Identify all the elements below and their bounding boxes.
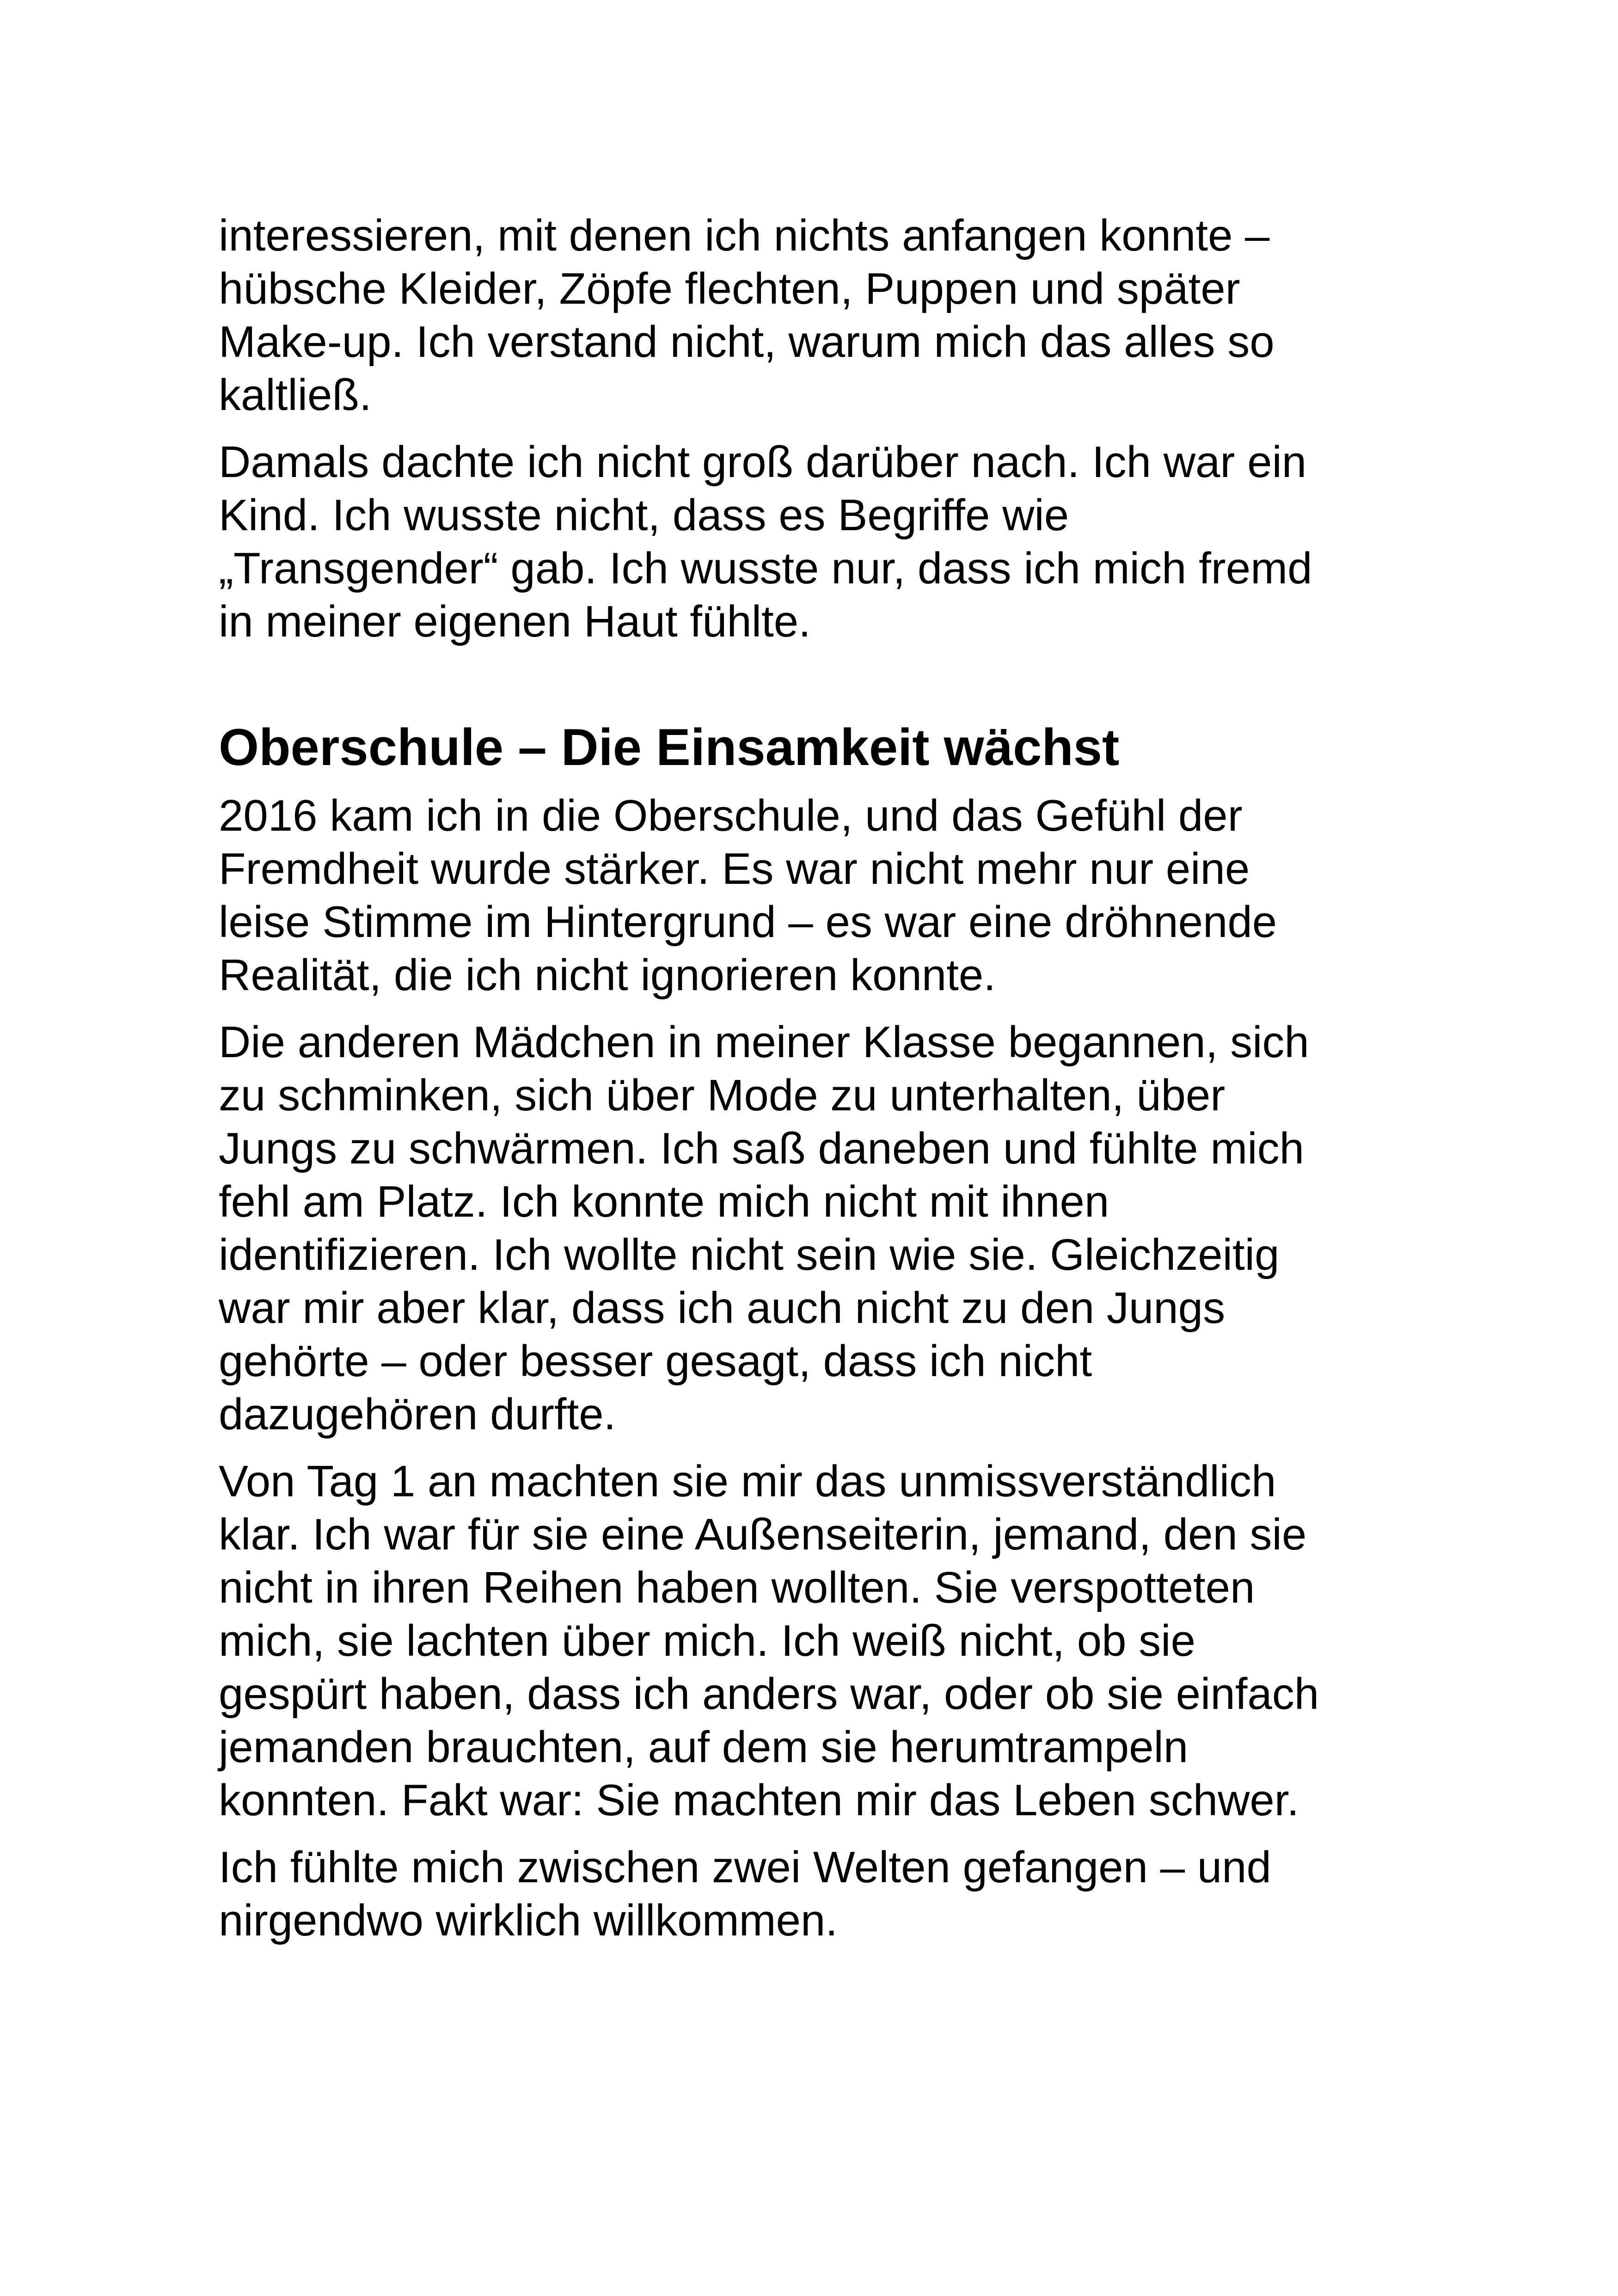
text-line: Damals dachte ich nicht groß darüber nach. Ich war ein xyxy=(219,437,1307,487)
text-line: klar. Ich war für sie eine Außenseiterin, jemand, den sie xyxy=(219,1510,1307,1559)
text-line: nicht in ihren Reihen haben wollten. Sie verspotteten xyxy=(219,1563,1255,1612)
text-line: leise Stimme im Hintergrund – es war eine dröhnende xyxy=(219,897,1277,947)
text-line: Ich fühlte mich zwischen zwei Welten gefangen – und xyxy=(219,1843,1271,1892)
paragraph xyxy=(219,435,1430,648)
paragraph xyxy=(219,1455,1430,1827)
paragraph xyxy=(219,209,1430,422)
text-line: Make-up. Ich verstand nicht, warum mich das alles so xyxy=(219,317,1275,367)
text-line: zu schminken, sich über Mode zu unterhalten, über xyxy=(219,1071,1226,1120)
text-line: jemanden brauchten, auf dem sie herumtrampeln xyxy=(219,1722,1189,1772)
text-line: fehl am Platz. Ich konnte mich nicht mit ihnen xyxy=(219,1177,1109,1226)
text-line: gehörte – oder besser gesagt, dass ich nicht xyxy=(219,1336,1092,1386)
text-line: Realität, die ich nicht ignorieren konnte. xyxy=(219,950,996,1000)
paragraph xyxy=(219,1841,1430,1947)
text-line: in meiner eigenen Haut fühlte. xyxy=(219,597,811,646)
text-line: Die anderen Mädchen in meiner Klasse begannen, sich xyxy=(219,1017,1309,1067)
text-line: Jungs zu schwärmen. Ich saß daneben und fühlte mich xyxy=(219,1124,1304,1173)
text-line: Kind. Ich wusste nicht, dass es Begriffe wie xyxy=(219,490,1069,540)
text-line: nirgendwo wirklich willkommen. xyxy=(219,1896,838,1945)
paragraph xyxy=(219,789,1430,1002)
section-heading: Oberschule – Die Einsamkeit wächst xyxy=(219,718,1120,776)
text-line: hübsche Kleider, Zöpfe flechten, Puppen und später xyxy=(219,264,1240,313)
text-line: dazugehören durfte. xyxy=(219,1390,616,1439)
text-line: „Transgender“ gab. Ich wusste nur, dass ich mich fremd xyxy=(219,544,1312,593)
text-line: konnten. Fakt war: Sie machten mir das Leben schwer. xyxy=(219,1776,1299,1825)
text-line: mich, sie lachten über mich. Ich weiß nicht, ob sie xyxy=(219,1616,1195,1665)
text-line: 2016 kam ich in die Oberschule, und das Gefühl der xyxy=(219,791,1243,840)
text-line: war mir aber klar, dass ich auch nicht zu den Jungs xyxy=(219,1283,1226,1333)
text-line: identifizieren. Ich wollte nicht sein wie sie. Gleichzeitig xyxy=(219,1230,1280,1280)
text-line: Von Tag 1 an machten sie mir das unmissverständlich xyxy=(219,1457,1276,1506)
text-line: gespürt haben, dass ich anders war, oder ob sie einfach xyxy=(219,1669,1319,1719)
text-line: interessieren, mit denen ich nichts anfangen konnte – xyxy=(219,211,1270,260)
paragraph xyxy=(219,1016,1430,1441)
document-body xyxy=(219,209,1430,1961)
text-line: Fremdheit wurde stärker. Es war nicht mehr nur eine xyxy=(219,844,1250,894)
text-line: kaltließ. xyxy=(219,370,372,420)
